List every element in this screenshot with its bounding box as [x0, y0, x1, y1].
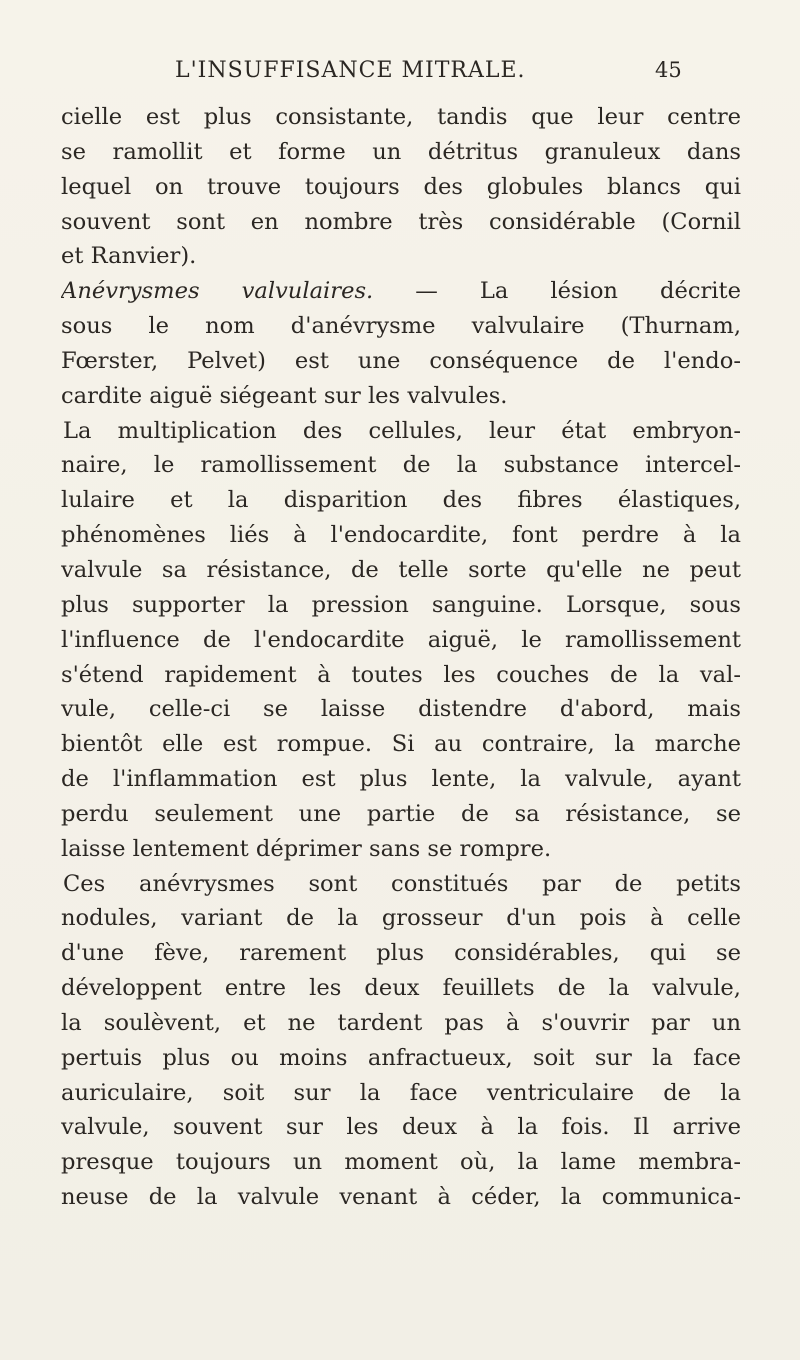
text-line: valvule, souvent sur les deux à la fois. Il arrive	[61, 1114, 741, 1141]
text-line: la soulèvent, et ne tardent pas à s'ouvrir par un	[61, 1009, 741, 1036]
text-line: se ramollit et forme un détritus granuleux dans	[61, 138, 741, 165]
text-line: auriculaire, soit sur la face ventriculaire de la	[61, 1079, 741, 1106]
text-line: plus supporter la pression sanguine. Lorsque, sous	[61, 591, 741, 618]
text-line: cardite aiguë siégeant sur les valvules.	[61, 382, 508, 409]
text-line: pertuis plus ou moins anfractueux, soit sur la face	[61, 1044, 741, 1071]
text-line: bientôt elle est rompue. Si au contraire, la marche	[61, 731, 741, 758]
text-line: naire, le ramollissement de la substance intercel-	[61, 452, 741, 479]
text-line: phénomènes liés à l'endocardite, font perdre à la	[61, 522, 741, 549]
text-line: de l'inflammation est plus lente, la valvule, ayant	[61, 766, 741, 793]
text-line: et Ranvier).	[61, 243, 197, 270]
text-line: cielle est plus consistante, tandis que leur centre	[61, 104, 741, 130]
body-text	[61, 100, 741, 1215]
text-line: d'une fève, rarement plus considérables, qui se	[61, 940, 741, 967]
paragraph-start-line: Ces anévrysmes sont constitués par de petits	[63, 870, 741, 897]
text-line: lulaire et la disparition des fibres élastiques,	[61, 487, 741, 514]
text-line: Fœrster, Pelvet) est une conséquence de l'endo-	[61, 347, 741, 374]
paragraph-start-line: La multiplication des cellules, leur état embryon-	[63, 417, 741, 444]
text-line: laisse lentement déprimer sans se rompre.	[61, 835, 552, 862]
section-heading-line	[61, 274, 741, 309]
text-line: presque toujours un moment où, la lame membra-	[61, 1149, 741, 1176]
section-intro: — La lésion décrite	[373, 278, 741, 305]
text-line: neuse de la valvule venant à céder, la communica-	[61, 1184, 741, 1211]
text-line: nodules, variant de la grosseur d'un pois à celle	[61, 905, 741, 932]
page-number: 45	[655, 58, 682, 82]
text-line: souvent sont en nombre très considérable (Cornil	[61, 208, 741, 235]
text-line: valvule sa résistance, de telle sorte qu'elle ne peut	[61, 556, 741, 583]
text-line: l'influence de l'endocardite aiguë, le ramollissement	[61, 626, 741, 653]
text-line: lequel on trouve toujours des globules blancs qui	[61, 173, 741, 200]
text-line: perdu seulement une partie de sa résistance, se	[61, 800, 741, 827]
text-line: développent entre les deux feuillets de la valvule,	[61, 975, 741, 1002]
running-title: L'INSUFFISANCE MITRALE.	[175, 58, 526, 83]
page-header	[0, 58, 800, 92]
section-heading: Anévrysmes valvulaires.	[61, 278, 374, 305]
text-line: s'étend rapidement à toutes les couches de la val-	[61, 661, 741, 688]
text-line: sous le nom d'anévrysme valvulaire (Thurnam,	[61, 313, 741, 340]
text-line: vule, celle-ci se laisse distendre d'abord, mais	[61, 696, 741, 723]
